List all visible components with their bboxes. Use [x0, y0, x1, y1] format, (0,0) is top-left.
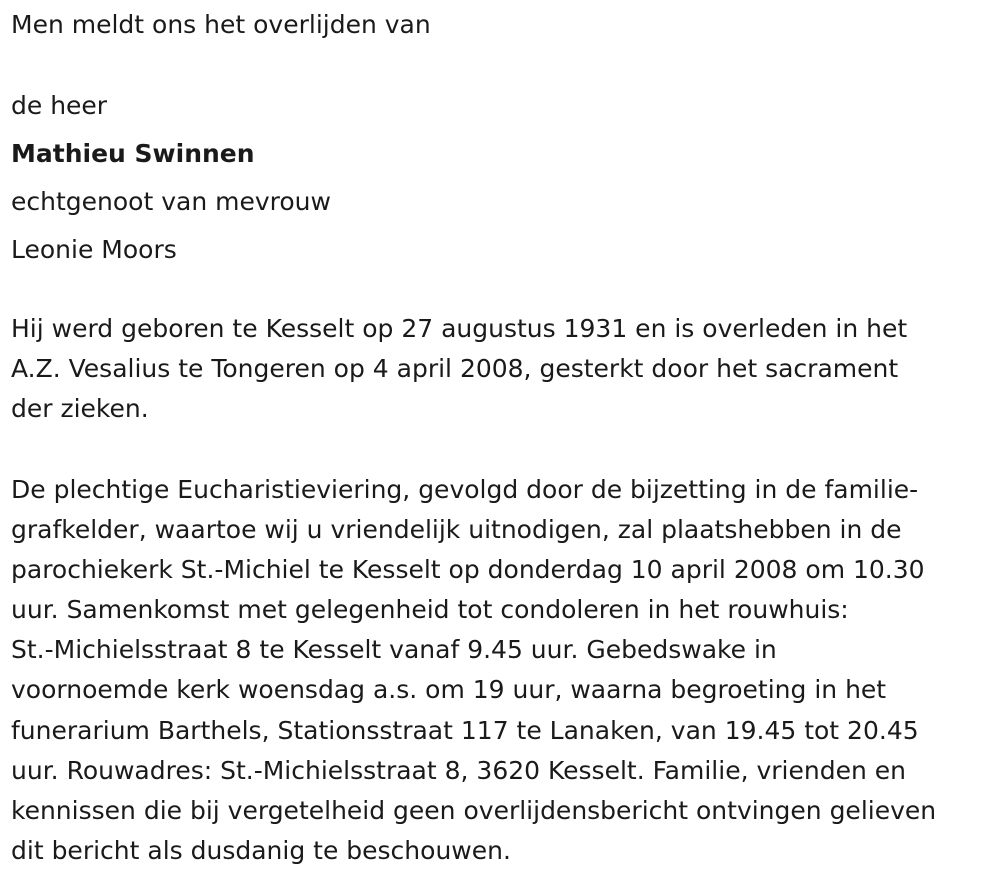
paragraph-line: St.-Michielsstraat 8 te Kesselt vanaf 9.45 uur. Gebedswake in [11, 635, 777, 665]
spouse-label: echtgenoot van mevrouw [11, 187, 331, 216]
paragraph-line: parochiekerk St.-Michiel te Kesselt op donderdag 10 april 2008 om 10.30 [11, 555, 925, 585]
paragraph-line: De plechtige Eucharistieviering, gevolgd door de bijzetting in de familie- [11, 475, 919, 504]
paragraph-line: A.Z. Vesalius te Tongeren op 4 april 2008, gesterkt door het sacrament [11, 354, 899, 384]
salutation: de heer [11, 91, 108, 120]
paragraph-line: kennissen die bij vergetelheid geen overlijdensbericht ontvingen gelieven [11, 795, 937, 825]
deceased-name: Mathieu Swinnen [11, 139, 255, 168]
paragraph-line: uur. Samenkomst met gelegenheid tot condoleren in het rouwhuis: [11, 595, 849, 625]
paragraph-line: voornoemde kerk woensdag a.s. om 19 uur, waarna begroeting in het [11, 675, 887, 705]
spouse-name: Leonie Moors [11, 235, 177, 264]
paragraph-line: dit bericht als dusdanig te beschouwen. [11, 835, 511, 865]
paragraph-line: uur. Rouwadres: St.-Michielsstraat 8, 3620 Kesselt. Familie, vrienden en [11, 755, 906, 785]
paragraph-line: funerarium Barthels, Stationsstraat 117 te Lanaken, van 19.45 tot 20.45 [11, 715, 919, 745]
paragraph-line: grafkelder, waartoe wij u vriendelijk uitnodigen, zal plaatshebben in de [11, 515, 902, 545]
paragraph-line: der zieken. [11, 394, 149, 424]
birth-death-paragraph [11, 309, 996, 429]
notice-intro: Men meldt ons het overlijden van [11, 10, 431, 39]
ceremony-paragraph [11, 470, 996, 871]
paragraph-line: Hij werd geboren te Kesselt op 27 augustus 1931 en is overleden in het [11, 314, 908, 343]
